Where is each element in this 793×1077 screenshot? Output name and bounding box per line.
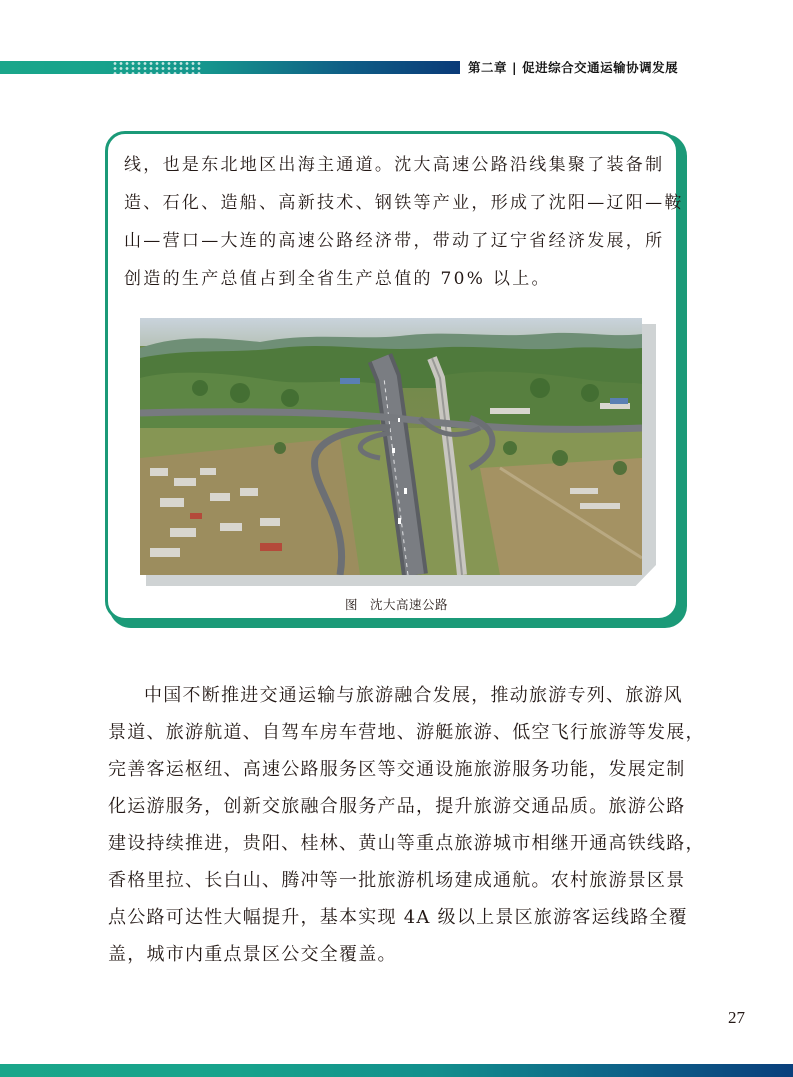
box-line: 创造的生产总值占到全省生产总值的 70% 以上。 [124,269,551,289]
body-line: 景道、旅游航道、自驾车房车营地、游艇旅游、低空飞行旅游等发展， [108,722,705,743]
box-paragraph [124,146,684,298]
body-line: 建设持续推进，贵阳、桂林、黄山等重点旅游城市相继开通高铁线路， [108,833,705,854]
body-line: 点公路可达性大幅提升，基本实现 4A 级以上景区旅游客运线路全覆 [108,907,688,928]
body-line: 完善客运枢纽、高速公路服务区等交通设施旅游服务功能，发展定制 [108,759,686,780]
header-dot-pattern [112,61,202,74]
chapter-title: 促进综合交通运输协调发展 [522,60,679,75]
box-line: 线，也是东北地区出海主通道。沈大高速公路沿线集聚了装备制 [124,155,665,175]
footer-bar [0,1064,793,1077]
highway-aerial-photo [140,318,642,575]
figure-caption [0,595,793,613]
chapter-number: 第二章 [468,60,508,75]
highway-photo-illustration [140,318,642,575]
box-line: 山—营口—大连的高速公路经济带，带动了辽宁省经济发展，所 [124,231,665,251]
body-paragraph [108,677,705,973]
body-line: 中国不断推进交通运输与旅游融合发展，推动旅游专列、旅游风 [144,685,683,706]
running-header [468,60,678,76]
box-line: 造、石化、造船、高新技术、钢铁等产业，形成了沈阳—辽阳—鞍 [124,193,684,213]
figure-label: 图 [344,597,358,612]
body-line: 盖，城市内重点景区公交全覆盖。 [108,944,397,965]
body-line: 化运游服务，创新交旅融合服务产品，提升旅游交通品质。旅游公路 [108,796,686,817]
figure-caption-text: 沈大高速公路 [370,597,449,612]
body-line: 香格里拉、长白山、腾冲等一批旅游机场建成通航。农村旅游景区景 [108,870,686,891]
header-separator: | [512,60,518,75]
page-number: 27 [728,1008,745,1027]
header-bar [0,61,460,74]
